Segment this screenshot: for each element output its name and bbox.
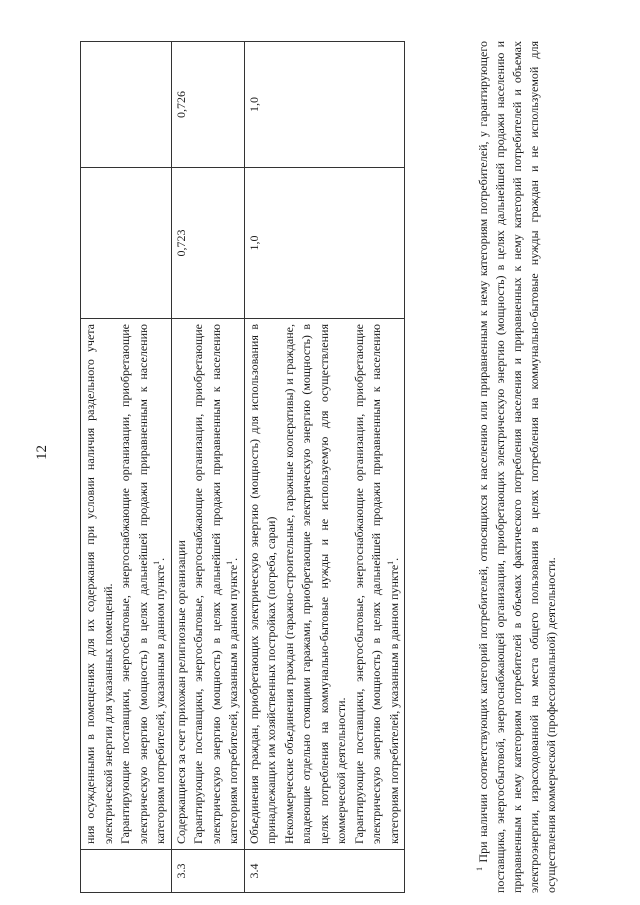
row-paragraph: ния осужденными в помещениях для их содержания при условии наличия раздельного учета электрической энергии для указанных помещений. <box>83 324 115 844</box>
tariff-table <box>80 41 405 893</box>
row-paragraph: Некоммерческие объединения граждан (гаражно-строительные, гаражные кооперативы) и граждане, владеющие отдельно стоящими гаражами, приобретающие электрическую энергию (мощность) в целях потребления на коммунально-бытовые нужды и не используемую для осуществления коммерческой деятельности. <box>281 324 348 844</box>
footnote-mark: 1 <box>152 560 161 565</box>
row-value-1: 0,723 <box>171 168 244 319</box>
footnote-mark: 1 <box>385 560 395 565</box>
row-description <box>244 319 405 850</box>
row-value-1: 1,0 <box>244 168 405 319</box>
row-number: 3.3 <box>171 850 244 893</box>
footnote-number: 1 <box>475 867 484 871</box>
row-number <box>81 850 172 893</box>
table-row <box>171 42 244 893</box>
row-paragraph: Гарантирующие поставщики, энергосбытовые, энергоснабжающие организации, приобретающие электрическую энергию (мощность) в целях дальнейшей продажи приравненным к населению категориям потребителей, указанным в данном пункте <box>118 324 167 844</box>
footnote <box>475 41 560 893</box>
row-value-2: 0,726 <box>171 42 244 168</box>
row-value-2: 1,0 <box>244 42 405 168</box>
row-value-2 <box>81 42 172 168</box>
row-paragraph: Содержащиеся за счет прихожан религиозные организации <box>173 540 188 844</box>
row-number: 3.4 <box>244 850 405 893</box>
row-ending: . <box>153 557 167 561</box>
row-paragraph: Гарантирующие поставщики, энергосбытовые, энергоснабжающие организации, приобретающие электрическую энергию (мощность) в целях дальнейшей продажи приравненным к населению категориям потребителей, указанным в данном пункте <box>191 324 240 844</box>
footnote-text: При наличии соответствующих категорий потребителей, относящихся к населению или приравненным к нему категориям потребителей, у гарантирующего поставщика, энергосбытовой, энергоснабжающей организации, приобретающих электрическую энергию (мощность) в целях дальнейшей продажи населению и приравненным к нему категориям потребителей в объемах фактического потребления населения и приравненных к нему категорий потребителей и объемах электроэнергии, израсходованной на места общего пользования в целях потребления на коммунально-бытовые нужды граждан и не используемой для осуществления коммерческой (профессиональной) деятельности. <box>476 40 558 893</box>
table-row <box>81 42 172 893</box>
table-row <box>244 42 405 893</box>
row-paragraph: Гарантирующие поставщики, энергосбытовые, энергоснабжающие организации, приобретающие электрическую энергию (мощность) в целях дальнейшей продажи приравненным к населению категориям потребителей, указанным в данном пункте <box>351 324 401 844</box>
footnote-mark: 1 <box>225 560 234 565</box>
row-paragraph: Объединения граждан, приобретающих электрическую энергию (мощность) для использования в принадлежащих им хозяйственных постройках (погреба, сараи) <box>246 324 278 844</box>
row-ending: . <box>386 557 401 561</box>
page-number: 12 <box>34 445 50 460</box>
row-ending: . <box>226 557 240 561</box>
row-description <box>81 319 172 850</box>
row-value-1 <box>81 168 172 319</box>
row-description <box>171 319 244 850</box>
